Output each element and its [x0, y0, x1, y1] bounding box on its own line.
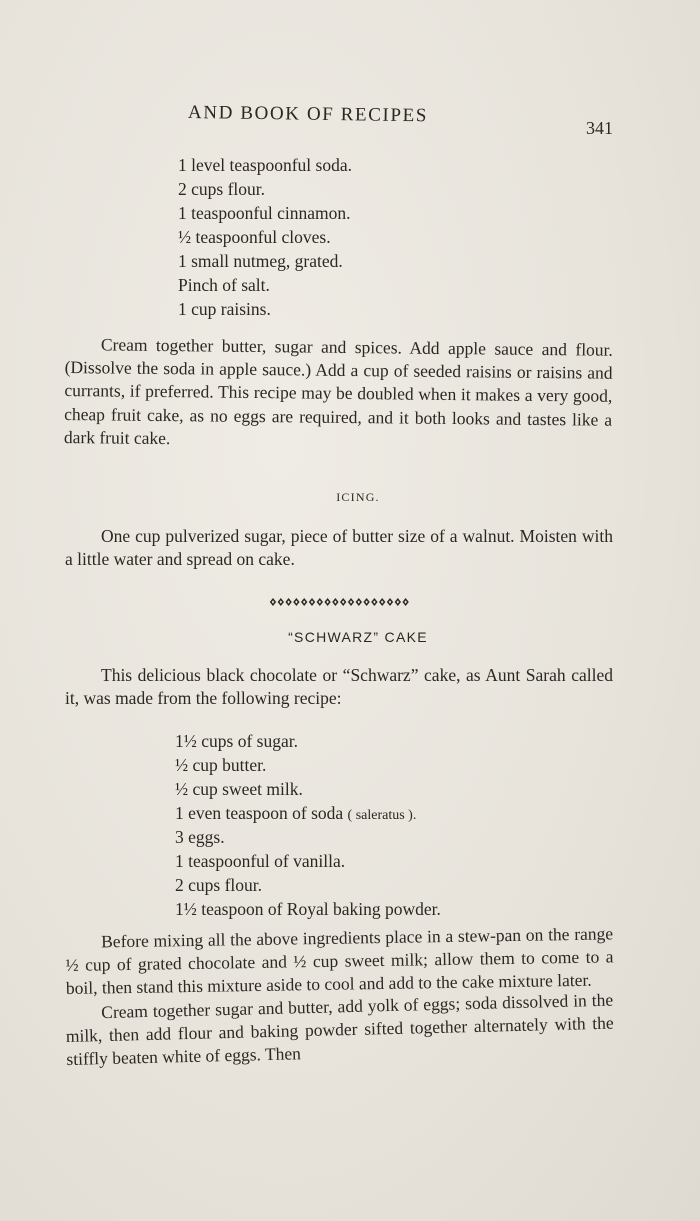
ingredient-item: 1 teaspoonful of vanilla. — [175, 851, 346, 871]
ingredient-item: 1 small nutmeg, grated. — [178, 251, 343, 271]
running-title: AND BOOK OF RECIPES — [187, 102, 429, 127]
ingredient-item: 2 cups flour. — [175, 875, 263, 895]
icing-heading: ICING. — [336, 490, 380, 504]
ingredient-list-top — [178, 153, 352, 321]
ingredient-item: ½ cup butter. — [175, 755, 267, 775]
page-number: 341 — [586, 118, 613, 138]
ingredient-item: 1 level teaspoonful soda. — [178, 155, 352, 175]
schwarz-intro-paragraph: This delicious black chocolate or “Schwarz” cake, as Aunt Sarah called it, was made from the following recipe: — [65, 665, 613, 709]
ingredient-item: 1 cup raisins. — [178, 299, 271, 319]
mixing-paragraph: Before mixing all the above ingredients place in a stew-pan on the range ½ cup of grated chocolate and ½ cup sweet milk; allow them to come to a boil, then stand this mixture aside to cool and add to the cake mixture later. — [65, 923, 614, 999]
ingredient-text: 1 even teaspoon of soda — [175, 803, 344, 823]
ingredient-item: 1 teaspoonful cinnamon. — [178, 203, 351, 223]
ingredient-list-schwarz — [175, 729, 441, 921]
ingredient-item: ½ cup sweet milk. — [175, 779, 303, 799]
ingredient-item: 3 eggs. — [175, 827, 225, 847]
instruction-paragraph: Cream together butter, sugar and spices. Add apple sauce and flour. (Dissolve the soda in apple sauce.) Add a cup of seeded raisins or raisins and currants, if preferred. This recipe may be doubled when it makes a very good, cheap fruit cake, as no eggs are required, and it both looks and tastes like a dark fruit cake. — [63, 334, 613, 448]
soda-note: ( saleratus ). — [347, 808, 417, 823]
schwarz-heading: “SCHWARZ” CAKE — [288, 629, 428, 645]
icing-paragraph: One cup pulverized sugar, piece of butter size of a walnut. Moisten with a little water and spread on cake. — [65, 526, 613, 570]
ingredient-item: 2 cups flour. — [178, 179, 266, 199]
cream-paragraph: Cream together sugar and butter, add yolk of eggs; soda dissolved in the milk, then add flour and baking powder sifted together alternately with the stiffly beaten white of eggs. Then — [65, 989, 614, 1070]
ornament-divider — [269, 595, 411, 609]
ingredient-item: 1½ cups of sugar. — [175, 731, 298, 751]
ingredient-item — [175, 801, 441, 825]
ingredient-item: ½ teaspoonful cloves. — [178, 227, 331, 247]
ingredient-item: Pinch of salt. — [178, 275, 270, 295]
ingredient-item: 1½ teaspoon of Royal baking powder. — [175, 899, 441, 919]
